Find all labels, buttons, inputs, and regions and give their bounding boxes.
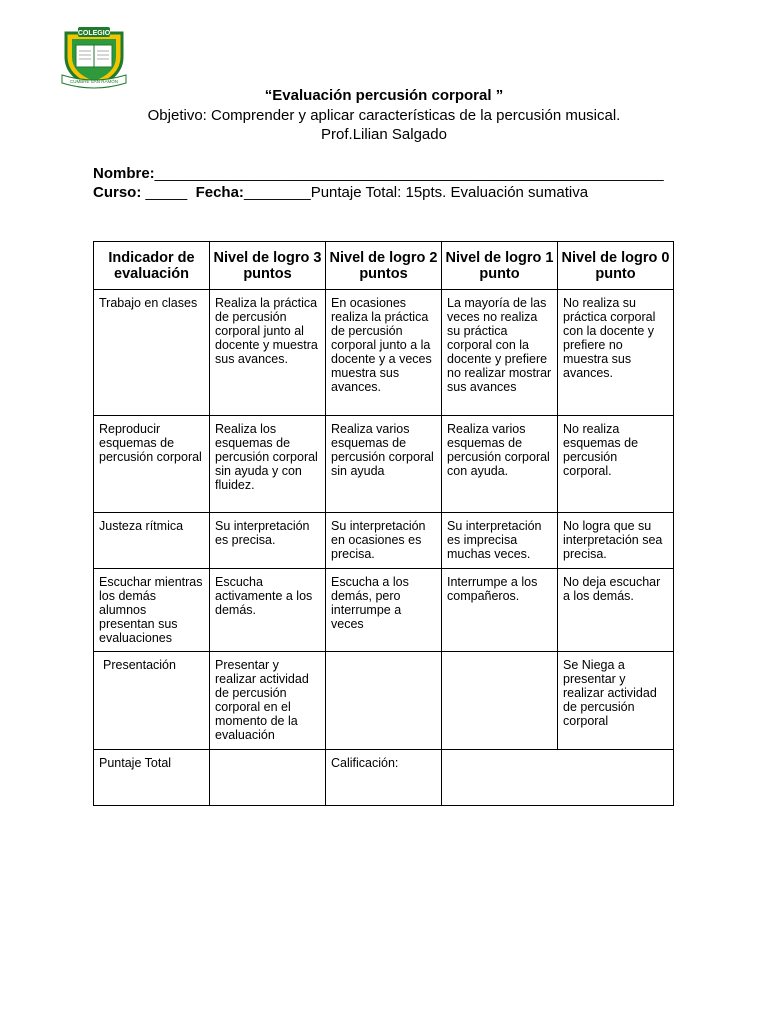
level-0-cell: No realiza su práctica corporal con la docente y prefiere no muestra sus avances.: [558, 290, 674, 416]
header-level-2: Nivel de logro 2 puntos: [326, 242, 442, 290]
document-title: “Evaluación percusión corporal ”: [264, 87, 504, 104]
curso-label: Curso:: [93, 184, 142, 201]
indicator-cell: Reproducir esquemas de percusión corporal: [94, 416, 210, 513]
level-2-cell: Su interpretación en ocasiones es precisa.: [326, 513, 442, 569]
level-3-cell: Su interpretación es precisa.: [210, 513, 326, 569]
table-row: [94, 290, 674, 416]
level-3-cell: Realiza la práctica de percusión corporal junto al docente y muestra sus avances.: [210, 290, 326, 416]
total-score-cell: [210, 750, 326, 806]
school-logo: [52, 25, 136, 89]
level-0-cell: No realiza esquemas de percusión corporal.: [558, 416, 674, 513]
level-3-cell: Realiza los esquemas de percusión corporal sin ayuda y con fluidez.: [210, 416, 326, 513]
table-row: [94, 513, 674, 569]
fecha-blank: ________: [243, 184, 311, 201]
total-label-cell: Puntaje Total: [94, 750, 210, 806]
level-1-cell: [442, 652, 558, 750]
level-0-cell: Se Niega a presentar y realizar actividad de percusión corporal: [558, 652, 674, 750]
level-1-cell: Realiza varios esquemas de percusión corporal con ayuda.: [442, 416, 558, 513]
table-row: [94, 569, 674, 652]
level-0-cell: No deja escuchar a los demás.: [558, 569, 674, 652]
level-2-cell: Escucha a los demás, pero interrumpe a veces: [326, 569, 442, 652]
calificacion-label-cell: Calificación:: [326, 750, 442, 806]
level-1-cell: Su interpretación es imprecisa muchas veces.: [442, 513, 558, 569]
nombre-field: [93, 164, 664, 183]
indicator-cell: Justeza rítmica: [94, 513, 210, 569]
objective-text: Objetivo: Comprender y aplicar características de la percusión musical.: [147, 107, 621, 124]
indicator-cell: Presentación: [94, 652, 210, 750]
puntaje-info: Puntaje Total: 15pts. Evaluación sumativa: [310, 184, 589, 201]
fecha-label: Fecha:: [195, 184, 244, 201]
rubric-header-row: [94, 242, 674, 290]
rubric-table: [93, 241, 674, 806]
curso-fecha-field: [93, 183, 588, 202]
level-2-cell: En ocasiones realiza la práctica de percusión corporal junto a la docente y a veces muestra sus avances.: [326, 290, 442, 416]
nombre-label: Nombre:: [93, 165, 155, 182]
curso-blank: _____: [141, 184, 188, 201]
logo-banner-bottom: CUMBRE SAN RAMÓN: [69, 79, 119, 84]
header-indicator: Indicador de evaluación: [94, 242, 210, 290]
level-0-cell: No logra que su interpretación sea precisa.: [558, 513, 674, 569]
level-2-cell: [326, 652, 442, 750]
indicator-cell: Trabajo en clases: [94, 290, 210, 416]
header-level-1: Nivel de logro 1 punto: [442, 242, 558, 290]
header-level-0: Nivel de logro 0 punto: [558, 242, 674, 290]
level-3-cell: Presentar y realizar actividad de percusión corporal en el momento de la evaluación: [210, 652, 326, 750]
table-row: [94, 416, 674, 513]
total-row: [94, 750, 674, 806]
teacher-name: Prof.Lilian Salgado: [321, 126, 447, 143]
level-3-cell: Escucha activamente a los demás.: [210, 569, 326, 652]
table-row: [94, 652, 674, 750]
logo-banner-top: COLEGIO: [77, 30, 111, 37]
indicator-cell: Escuchar mientras los demás alumnos presentan sus evaluaciones: [94, 569, 210, 652]
nombre-blank: _____________________________________________________________: [154, 165, 664, 182]
calificacion-value-cell: [442, 750, 674, 806]
header-level-3: Nivel de logro 3 puntos: [210, 242, 326, 290]
level-1-cell: Interrumpe a los compañeros.: [442, 569, 558, 652]
level-2-cell: Realiza varios esquemas de percusión corporal sin ayuda: [326, 416, 442, 513]
level-1-cell: La mayoría de las veces no realiza su práctica corporal con la docente y prefiere no realizar mostrar sus avances: [442, 290, 558, 416]
